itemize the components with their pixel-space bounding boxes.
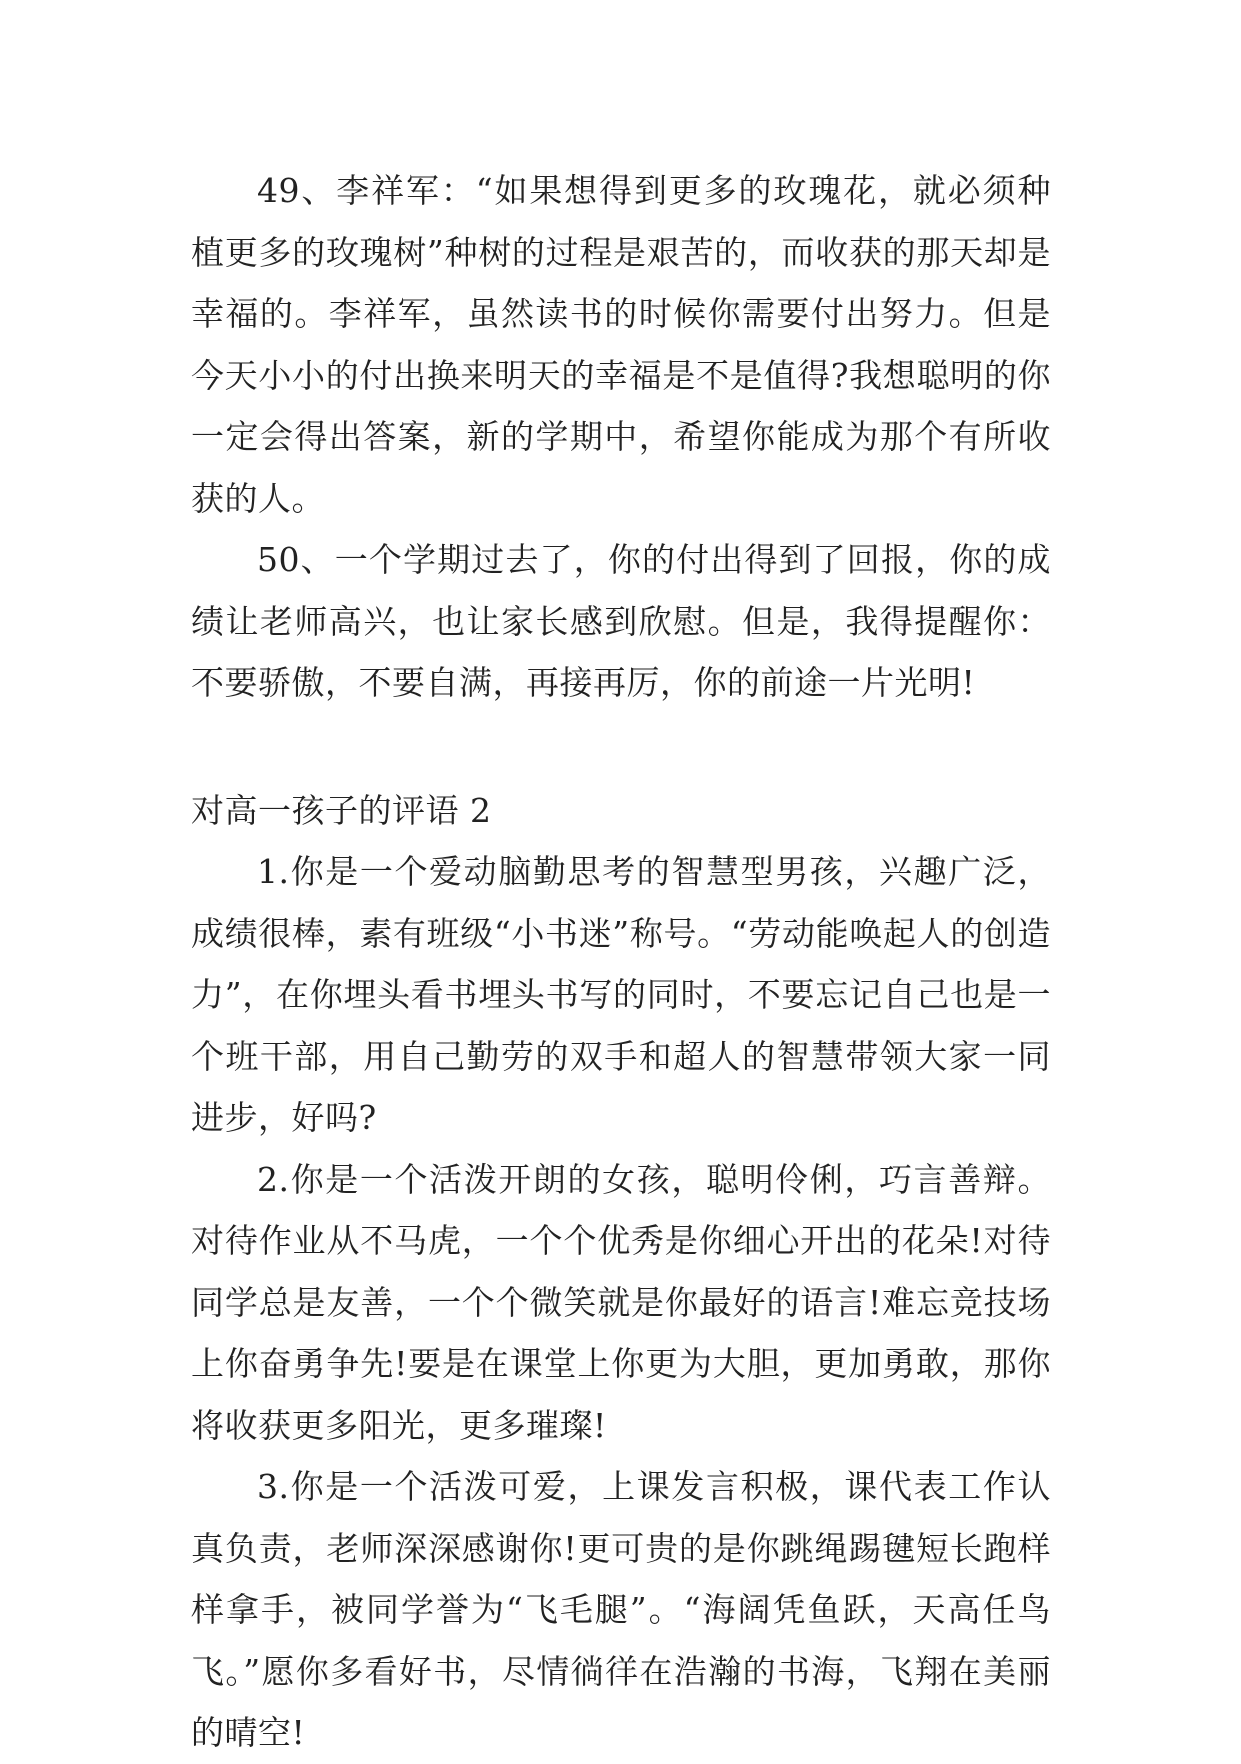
section-heading: 对高一孩子的评语 2 [191,790,492,830]
comment-2: 2.你是一个活泼开朗的女孩，聪明伶俐，巧言善辩。对待作业从不马虎，一个个优秀是你细心开出的花朵!对待同学总是友善，一个个微笑就是你最好的语言!难忘竞技场上你奋勇争先!要是在课堂上你更为大胆，更加勇敢，那你将收获更多阳光，更多璀璨! [191,1159,1051,1445]
comment-1: 1.你是一个爱动脑勤思考的智慧型男孩，兴趣广泛，成绩很棒，素有班级“小书迷”称号。“劳动能唤起人的创造力”，在你埋头看书埋头书写的同时，不要忘记自己也是一个班干部，用自己勤劳的双手和超人的智慧带领大家一同进步，好吗? [191,852,1051,1137]
paragraph-50: 50、一个学期过去了，你的付出得到了回报，你的成绩让老师高兴，也让家长感到欣慰。但是，我得提醒你：不要骄傲，不要自满，再接再厉，你的前途一片光明! [191,540,1051,702]
document-body [191,160,1051,1764]
paragraph-49: 49、李祥军：“如果想得到更多的玫瑰花，就必须种植更多的玫瑰树”种树的过程是艰苦的，而收获的那天却是幸福的。李祥军，虽然读书的时候你需要付出努力。但是今天小小的付出换来明天的幸福是不是值得?我想聪明的你一定会得出答案，新的学期中，希望你能成为那个有所收获的人。 [191,171,1051,518]
comment-3: 3.你是一个活泼可爱，上课发言积极，课代表工作认真负责，老师深深感谢你!更可贵的是你跳绳踢毽短长跑样样拿手，被同学誉为“飞毛腿”。“海阔凭鱼跃，天高任鸟飞。”愿你多看好书，尽情徜徉在浩瀚的书海，飞翔在美丽的晴空! [191,1467,1051,1752]
